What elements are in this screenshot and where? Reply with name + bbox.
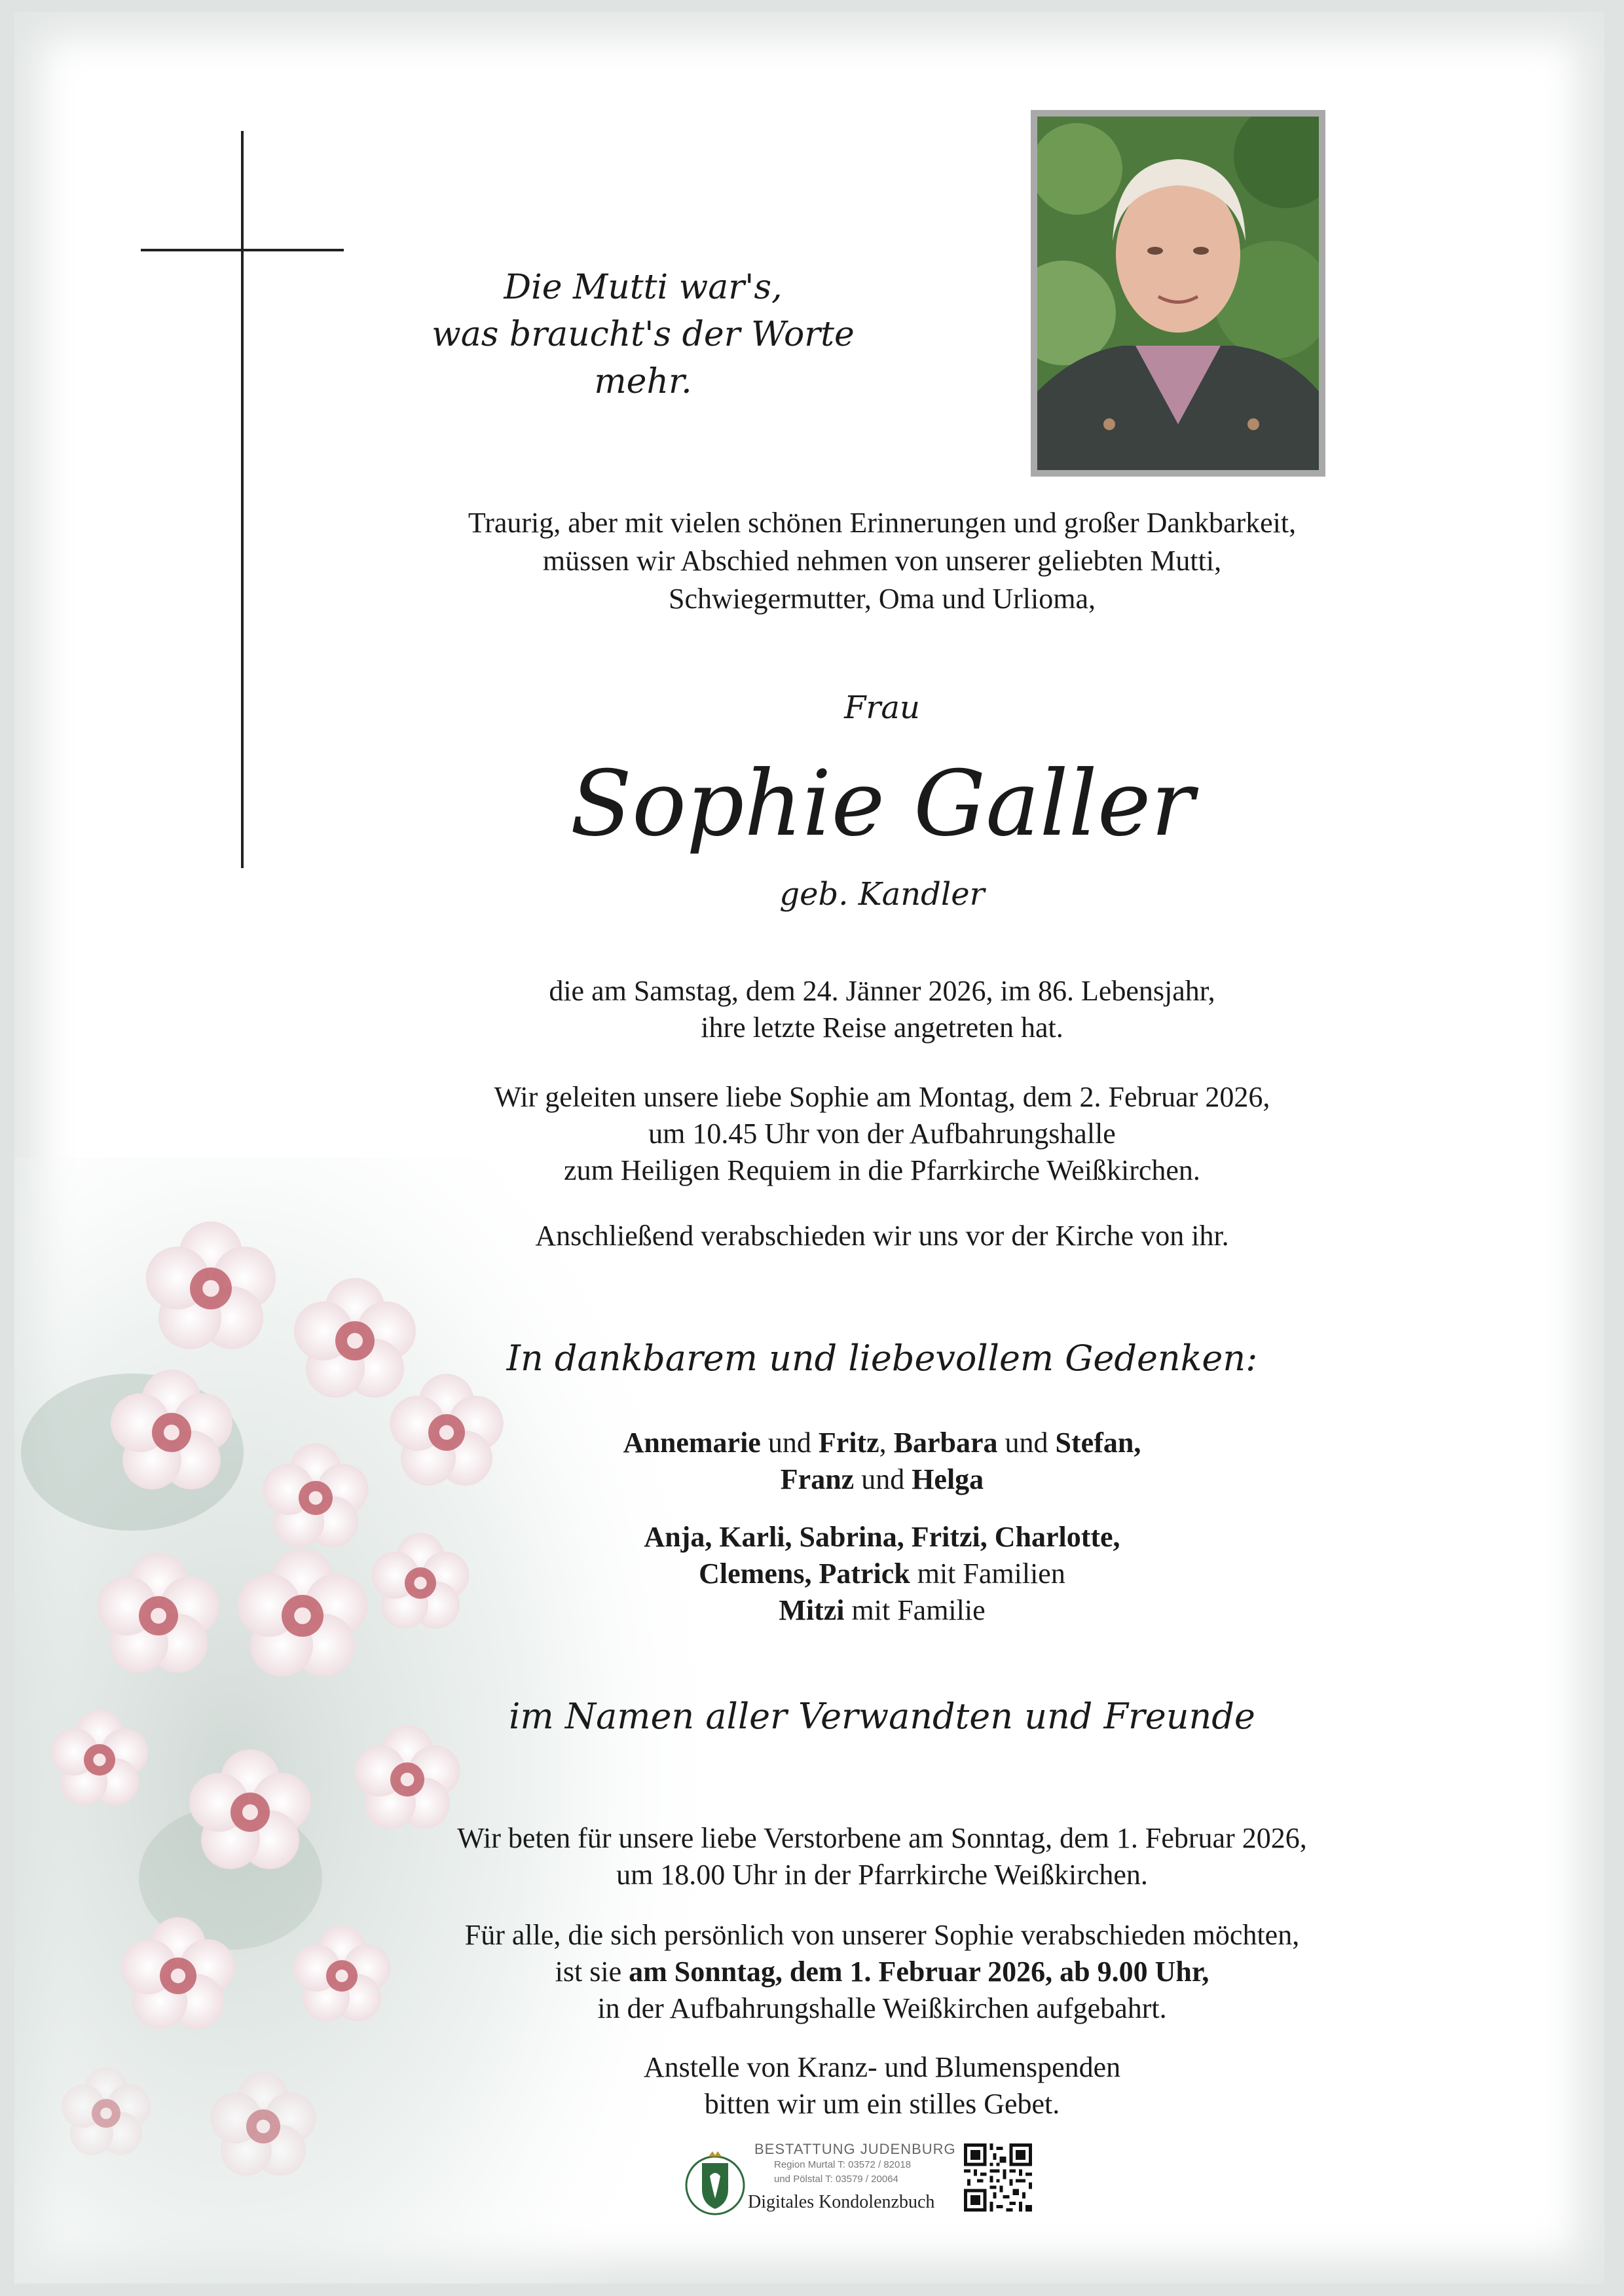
- family-connector: und: [760, 1427, 819, 1459]
- family-names: Clemens, Patrick: [699, 1558, 910, 1590]
- family-connector: und: [997, 1427, 1056, 1459]
- im-namen-line: im Namen aller Verwandten und Freunde: [509, 1696, 1255, 1737]
- family-suffix: mit Familien: [910, 1558, 1065, 1590]
- family-name: Barbara: [893, 1427, 998, 1459]
- family-connector: ,: [879, 1427, 894, 1459]
- family-suffix: mit Familie: [844, 1594, 986, 1626]
- crest-icon: [684, 2143, 747, 2221]
- undertaker-name: BESTATTUNG JUDENBURG: [754, 2141, 956, 2157]
- gedenken-heading: In dankbarem und liebevollem Gedenken:: [506, 1338, 1258, 1379]
- farewell-text: Anschließend verabschieden wir uns vor der Kirche von ihr.: [535, 1220, 1229, 1252]
- funeral-line-2: um 10.45 Uhr von der Aufbahrungshalle: [648, 1118, 1116, 1150]
- intro-line-3: Schwiegermutter, Oma und Urlioma,: [669, 583, 1096, 615]
- death-notice: [303, 973, 1462, 1046]
- family-group-1-line-1: [303, 1425, 1462, 1461]
- funeral-info: [303, 1079, 1462, 1189]
- donation-line-2: bitten wir um ein stilles Gebet.: [704, 2088, 1060, 2120]
- donation-line-1: Anstelle von Kranz- und Blumenspenden: [643, 2051, 1121, 2083]
- funeral-line-3: zum Heiligen Requiem in die Pfarrkirche Weißkirchen.: [564, 1154, 1200, 1186]
- intro-text: [303, 504, 1462, 618]
- family-name: Annemarie: [623, 1427, 761, 1459]
- viewing-line-2: [303, 1954, 1462, 1990]
- obituary-page: [14, 12, 1604, 2284]
- intro-line-1: Traurig, aber mit vielen schönen Erinnerungen und großer Dankbarkeit,: [468, 507, 1297, 539]
- salutation: Frau: [844, 689, 920, 726]
- death-notice-line-2: ihre letzte Reise angetreten hat.: [701, 1011, 1063, 1044]
- family-group-2-line-2: [303, 1556, 1462, 1592]
- family-group-1: [303, 1425, 1462, 1498]
- quote: [381, 264, 905, 405]
- viewing-line-2-pre: ist sie: [555, 1956, 629, 1988]
- family-group-2: [303, 1519, 1462, 1629]
- intro-line-2: müssen wir Abschied nehmen von unserer geliebten Mutti,: [542, 545, 1222, 577]
- family-connector: und: [854, 1463, 912, 1495]
- funeral-line-1: Wir geleiten unsere liebe Sophie am Montag, dem 2. Februar 2026,: [494, 1081, 1270, 1113]
- undertaker-footer: [676, 2140, 1095, 2231]
- family-group-1-line-2: [303, 1461, 1462, 1498]
- family-name: Fritz: [818, 1427, 879, 1459]
- prayer-info: [303, 1820, 1462, 1893]
- family-group-2-line-3: [303, 1592, 1462, 1629]
- portrait-photo: [1031, 110, 1325, 477]
- cross-crossbar: [141, 249, 344, 251]
- quote-line-2: was braucht's der Worte mehr.: [432, 315, 855, 401]
- family-connector: ,: [1134, 1427, 1141, 1459]
- cross-icon: [241, 131, 244, 868]
- death-notice-line-1: die am Samstag, dem 24. Jänner 2026, im 86. Lebensjahr,: [549, 975, 1215, 1007]
- family-names: Anja, Karli, Sabrina, Fritzi, Charlotte,: [644, 1521, 1120, 1553]
- family-group-2-line-1: [303, 1519, 1462, 1556]
- birth-name: geb. Kandler: [779, 876, 985, 913]
- viewing-line-3: in der Aufbahrungshalle Weißkirchen aufgebahrt.: [597, 1992, 1167, 2024]
- viewing-line-2-bold: am Sonntag, dem 1. Februar 2026, ab 9.00 Uhr,: [629, 1956, 1209, 1988]
- prayer-line-1: Wir beten für unsere liebe Verstorbene am Sonntag, dem 1. Februar 2026,: [457, 1822, 1307, 1854]
- undertaker-phone-1: Region Murtal T: 03572 / 82018: [774, 2159, 912, 2170]
- viewing-line-1: Für alle, die sich persönlich von unserer Sophie verabschieden möchten,: [464, 1919, 1300, 1951]
- family-name: Helga: [912, 1463, 984, 1495]
- prayer-line-2: um 18.00 Uhr in der Pfarrkirche Weißkirchen.: [616, 1859, 1148, 1891]
- kondolenz-label: Digitales Kondolenzbuch: [748, 2192, 935, 2212]
- deceased-name: Sophie Galler: [570, 751, 1194, 856]
- qr-code-icon[interactable]: [964, 2143, 1032, 2212]
- undertaker-phone-2: und Pölstal T: 03579 / 20064: [774, 2174, 898, 2185]
- viewing-info: [303, 1917, 1462, 2027]
- donation-note: [303, 2049, 1462, 2123]
- family-name: Franz: [780, 1463, 855, 1495]
- family-name: Stefan: [1055, 1427, 1134, 1459]
- quote-line-1: Die Mutti war's,: [504, 268, 783, 307]
- family-names: Mitzi: [779, 1594, 845, 1626]
